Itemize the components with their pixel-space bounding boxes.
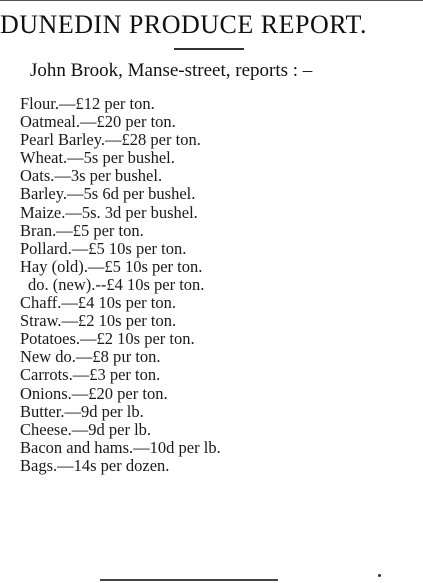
price-item-hay-old: Hay (old).—£5 10s per ton. [20,256,203,276]
bottom-rule [100,579,278,581]
price-item-new-potatoes: New do.—£8 pɩr ton. [20,347,161,367]
price-item-hay-new: do. (new).--£4 10s per ton. [28,274,205,294]
price-item-flour: Flour.—£12 per ton. [20,94,155,113]
price-list [20,95,221,475]
price-item-straw: Straw.—£2 10s per ton. [20,311,177,331]
price-item-oats: Oats.—3s per bushel. [20,166,163,186]
price-item-potatoes: Potatoes.—£2 10s per ton. [20,329,195,349]
report-intro: John Brook, Manse-street, reports : – [30,60,313,81]
price-item-bacon-and-hams: Bacon and hams.—10d per lb. [20,437,221,457]
price-item-oatmeal: Oatmeal.—£20 per ton. [20,112,176,132]
price-item-pollard: Pollard.—£5 10s per ton. [20,238,187,258]
price-item-bran: Bran.—£5 per ton. [20,220,144,240]
price-item-butter: Butter.—9d per lb. [20,401,144,421]
report-headline: DUNEDIN PRODUCE REPORT. [0,10,367,39]
price-item-carrots: Carrots.—£3 per ton. [20,365,161,385]
print-speck [378,574,381,577]
top-rule [0,0,423,1]
price-item-onions: Onions.—£20 per ton. [20,383,168,403]
price-item-chaff: Chaff.—£4 10s per ton. [20,293,176,313]
price-item-pearl-barley: Pearl Barley.—£28 per ton. [20,130,201,150]
price-item-barley: Barley.—5s 6d per bushel. [20,184,196,204]
price-item-maize: Maize.—5s. 3d per bushel. [20,202,198,222]
price-item-cheese: Cheese.—9d per lb. [20,419,152,439]
price-item-wheat: Wheat.—5s per bushel. [20,148,175,168]
headline-divider [174,48,244,50]
price-item-bags: Bags.—14s per dozen. [20,455,170,475]
